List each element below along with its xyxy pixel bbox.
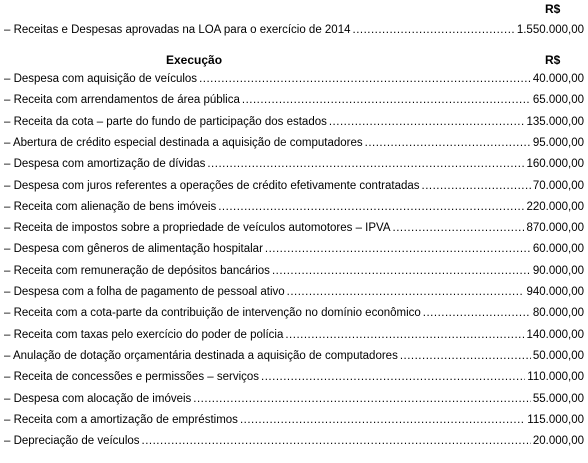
list-item xyxy=(4,307,584,323)
item-label: – Despesa com juros referentes a operações de crédito efetivamente contratadas xyxy=(4,179,420,192)
dot-leader xyxy=(287,286,525,298)
list-item xyxy=(4,350,584,366)
item-label: – Anulação de dotação orçamentária destinada a aquisição de computadores xyxy=(4,349,398,362)
list-item xyxy=(4,201,584,217)
item-value: 160.000,00 xyxy=(526,158,584,171)
dot-leader xyxy=(218,201,524,213)
item-value: 940.000,00 xyxy=(526,286,584,298)
execucao-title: Execução xyxy=(166,53,223,67)
list-item xyxy=(4,243,584,259)
item-value: 140.000,00 xyxy=(526,328,584,341)
item-label: – Abertura de crédito especial destinada a aquisição de computadores xyxy=(4,136,363,149)
item-label: – Receita com arrendamentos de área pública xyxy=(4,94,240,107)
list-item xyxy=(4,116,584,132)
item-label: – Despesa com amortização de dívidas xyxy=(4,158,206,171)
item-label: – Receita com alienação de bens imóveis xyxy=(4,200,217,213)
list-item xyxy=(4,393,584,409)
dot-leader xyxy=(422,180,531,192)
dot-leader xyxy=(365,137,531,149)
item-label: – Despesa com aquisição de veículos xyxy=(4,73,198,85)
currency-header-execucao: R$ xyxy=(545,53,561,67)
dot-leader xyxy=(329,116,525,128)
list-item xyxy=(4,286,584,302)
item-label: – Despesa com gêneros de alimentação hospitalar xyxy=(4,243,263,256)
item-value: 220.000,00 xyxy=(526,200,584,213)
loa-label: – Receitas e Despesas aprovadas na LOA para o exercício de 2014 xyxy=(4,24,351,36)
item-value: 65.000,00 xyxy=(532,94,584,107)
item-value: 115.000,00 xyxy=(527,413,584,426)
list-item xyxy=(4,94,584,110)
list-item xyxy=(4,329,584,345)
dot-leader xyxy=(142,435,531,447)
dot-leader xyxy=(353,24,515,36)
item-value: 40.000,00 xyxy=(532,73,584,85)
item-value: 870.000,00 xyxy=(526,222,584,235)
list-item xyxy=(4,371,584,387)
dot-leader xyxy=(423,307,531,319)
list-item xyxy=(4,73,584,89)
item-value: 90.000,00 xyxy=(532,264,584,277)
item-value: 20.000,00 xyxy=(532,435,584,448)
item-value: 80.000,00 xyxy=(532,307,584,320)
item-value: 60.000,00 xyxy=(532,243,584,256)
item-value: 110.000,00 xyxy=(527,371,584,384)
list-item xyxy=(4,180,584,196)
item-label: – Receita da cota – parte do fundo de participação dos estados xyxy=(4,115,327,128)
list-item xyxy=(4,222,584,238)
list-item xyxy=(4,137,584,153)
dot-leader xyxy=(242,94,531,106)
item-label: – Receita com remuneração de depósitos bancários xyxy=(4,264,270,277)
item-value: 50.000,00 xyxy=(532,349,584,362)
list-item xyxy=(4,414,584,430)
dot-leader xyxy=(272,265,531,277)
item-label: – Despesa com alocação de imóveis xyxy=(4,392,192,405)
loa-row xyxy=(4,24,584,40)
dot-leader xyxy=(261,371,525,383)
item-label: – Receita de concessões e permissões – serviços xyxy=(4,371,260,384)
list-item xyxy=(4,435,584,451)
item-label: – Despesa com a folha de pagamento de pessoal ativo xyxy=(4,286,285,298)
item-value: 135.000,00 xyxy=(526,115,584,128)
dot-leader xyxy=(393,222,525,234)
item-value: 95.000,00 xyxy=(532,136,584,149)
dot-leader xyxy=(285,329,524,341)
dot-leader xyxy=(199,73,531,85)
dot-leader xyxy=(265,243,531,255)
dot-leader xyxy=(207,158,524,170)
item-label: – Depreciação de veículos xyxy=(4,435,140,448)
item-label: – Receita com taxas pelo exercício do poder de polícia xyxy=(4,328,284,341)
currency-header-top: R$ xyxy=(545,2,561,16)
item-label: – Receita com a amortização de empréstimos xyxy=(4,413,238,426)
list-item xyxy=(4,265,584,281)
item-value: 70.000,00 xyxy=(532,179,584,192)
dot-leader xyxy=(400,350,531,362)
list-item xyxy=(4,158,584,174)
dot-leader xyxy=(193,393,531,405)
item-label: – Receita com a cota-parte da contribuição de intervenção no domínio econômico xyxy=(4,307,421,320)
dot-leader xyxy=(240,414,525,426)
item-label: – Receita de impostos sobre a propriedade de veículos automotores – IPVA xyxy=(4,222,391,235)
loa-value: 1.550.000,00 xyxy=(516,24,584,36)
item-value: 55.000,00 xyxy=(532,392,584,405)
